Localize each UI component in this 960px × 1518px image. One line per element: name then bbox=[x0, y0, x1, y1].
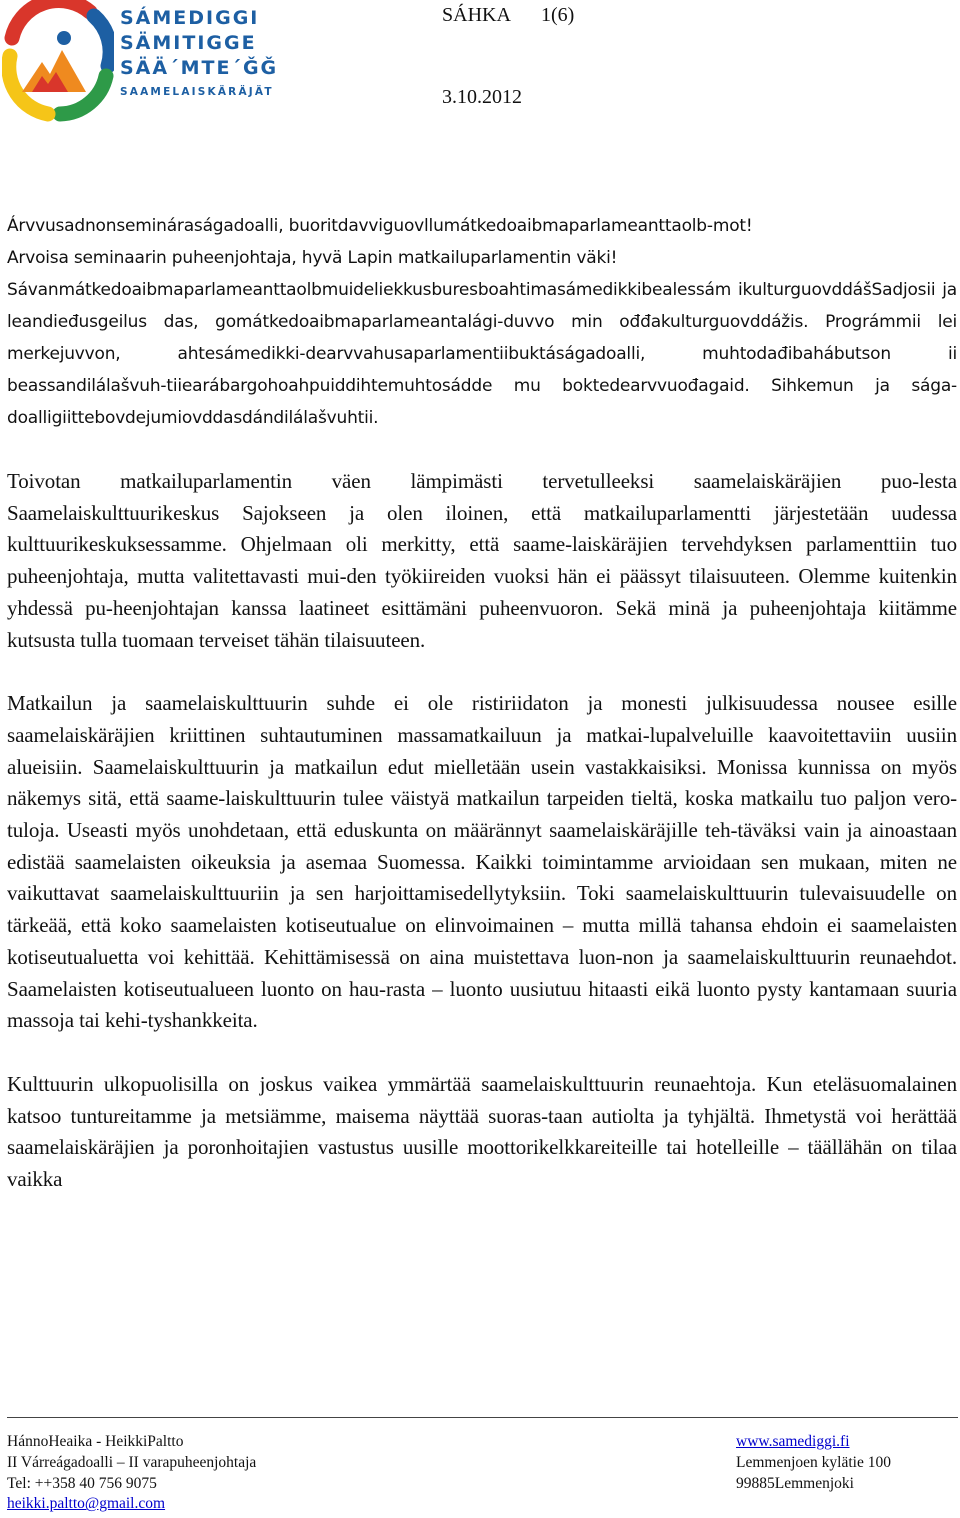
footer-role: II Várreágadoalli – II varapuheenjohtaja bbox=[7, 1453, 257, 1471]
greeting-sami: Árvvusadnonsemináraságadoalli, buoritdavviguovllumátkedoaibmaparlameanttaolb-mot! bbox=[7, 216, 753, 236]
paragraph-sami: Sávanmátkedoaibmaparlameanttaolbmuideliekkusburesboahtimasámedikkibealessám ikulturguovddášSadjosii ja leandieđusgeilus das, gomátkedoaibmaparlameantalági-duvvo min ođđakulturguovddážis. Prográmmii lei merkejuvvon, ahtesámedikki-dearvvahusaparlamentiibuktáságadoalli, muhtodađibahábutson ii beassandilálašvuh-tiiearábargohoahpuiddihtemuhtosádde mu boktedearvvuođagaid. Sihkemun ja sága-doalligiittebovdejumiovddasdándilálašvuhtii. bbox=[7, 280, 957, 428]
document-date: 3.10.2012 bbox=[442, 86, 522, 108]
logo-line-3: SÄÄ´MTE´ǦǦ bbox=[120, 57, 279, 79]
logo bbox=[2, 0, 302, 122]
paragraph-welcome: Toivotan matkailuparlamentin väen lämpimästi tervetulleeksi saamelaiskäräjien puo-lesta Saamelaiskulttuurikeskus Sajokseen ja olen iloinen, että matkailuparlamentti järjestetään uudessa kulttuurikeskuksessamme. Ohjelmaan oli merkitty, että saame-laiskäräjien tervehdyksen parlamenttiin tuo puheenjohtaja, mutta valitettavasti mui-den työkiireiden vuoksi hän ei päässyt tilaisuuteen. Olemme kuitenkin yhdessä pu-heenjohtajan kanssa laatineet esittämäni puheenvuoron. Sekä minä ja puheenjohtaja kiitämme kutsusta tulla tuomaan terveiset tähän tilaisuuteen. bbox=[7, 469, 957, 652]
logo-wordmark bbox=[120, 6, 278, 99]
logo-line-2: SÄMITIGGE bbox=[120, 32, 257, 54]
logo-subtitle: SAAMELAISKÄRÄJÄT bbox=[120, 86, 274, 98]
letter-body bbox=[7, 210, 957, 1196]
footer-website-link[interactable]: www.samediggi.fi bbox=[736, 1433, 850, 1450]
footer-email-link[interactable]: heikki.paltto@gmail.com bbox=[7, 1495, 166, 1513]
samediggi-emblem-icon bbox=[2, 0, 114, 122]
page-number: 1(6) bbox=[541, 4, 575, 26]
paragraph-outsiders: Kulttuurin ulkopuolisilla on joskus vaikea ymmärtää saamelaiskulttuurin reunaehtoja. Kun eteläsuomalainen katsoo tuntureitamme ja metsiämme, maisema näyttää suoras-taan autiolta ja tyhjältä. Ihmetystä voi herättää saamelaiskäräjien ja poronhoitajien vastustus uusille moottorikelkkareiteille tai hotelleille – täällähän on tilaa vaikka bbox=[7, 1071, 957, 1192]
footer-name: HánnoHeaika - HeikkiPaltto bbox=[7, 1433, 184, 1450]
logo-line-1: SÁMEDIGGI bbox=[120, 7, 260, 29]
footer-divider bbox=[7, 1417, 958, 1418]
footer-street: Lemmenjoen kylätie 100 bbox=[736, 1453, 891, 1471]
footer-address bbox=[736, 1432, 891, 1494]
paragraph-tourism-relation: Matkailun ja saamelaiskulttuurin suhde ei ole ristiriidaton ja monesti julkisuudessa nousee esille saamelaiskäräjien kriittinen suhtautuminen massamatkailuun ja matkai-lupalveluille kaavoitettaviin uusiin alueisiin. Saamelaiskulttuurin ja matkailun edut mielletään usein vastakkaisiksi. Monissa kunnissa on myös näkemys sitä, että saame-laiskulttuurin tulee väistyä matkailun tarpeiden tieltä, koska matkailu tuo paljon vero-tuloja. Useasti myös unohdetaan, että eduskunta on määrännyt saamelaiskäräjille teh-täväksi vain ja ainoastaan edistää saamelaisten oikeuksia ja asemaa Suomessa. Kaikki toimintamme arvioidaan sen mukaan, miten ne vaikuttavat saamelaiskulttuuriin ja sen harjoittamisedellytyksiin. Toki saamelaiskulttuurin tulevaisuudelle on tärkeää, että koko saamelaisten kotiseutualue on elinvoimainen – mutta millä tahansa ehdoin ei saamelaisten kotiseutualuetta voi kehittää. Kehittämisessä on aina muistettava luon-non ja saamelaiskulttuurin reunaehdot. Saamelaisten kotiseutualueen luonto on hau-rasta – luonto uusiutuu hitaasti eikä luonto pysty kantamaan suuria massoja tai kehi-tyshankkeita. bbox=[7, 691, 957, 1033]
footer-phone: Tel: ++358 40 756 9075 bbox=[7, 1474, 157, 1492]
footer-contact bbox=[7, 1432, 256, 1515]
greeting-finnish: Arvoisa seminaarin puheenjohtaja, hyvä Lapin matkailuparlamentin väki! bbox=[7, 248, 618, 268]
document-type: SÁHKA bbox=[442, 4, 511, 26]
footer-postal: 99885Lemmenjoki bbox=[736, 1474, 854, 1492]
